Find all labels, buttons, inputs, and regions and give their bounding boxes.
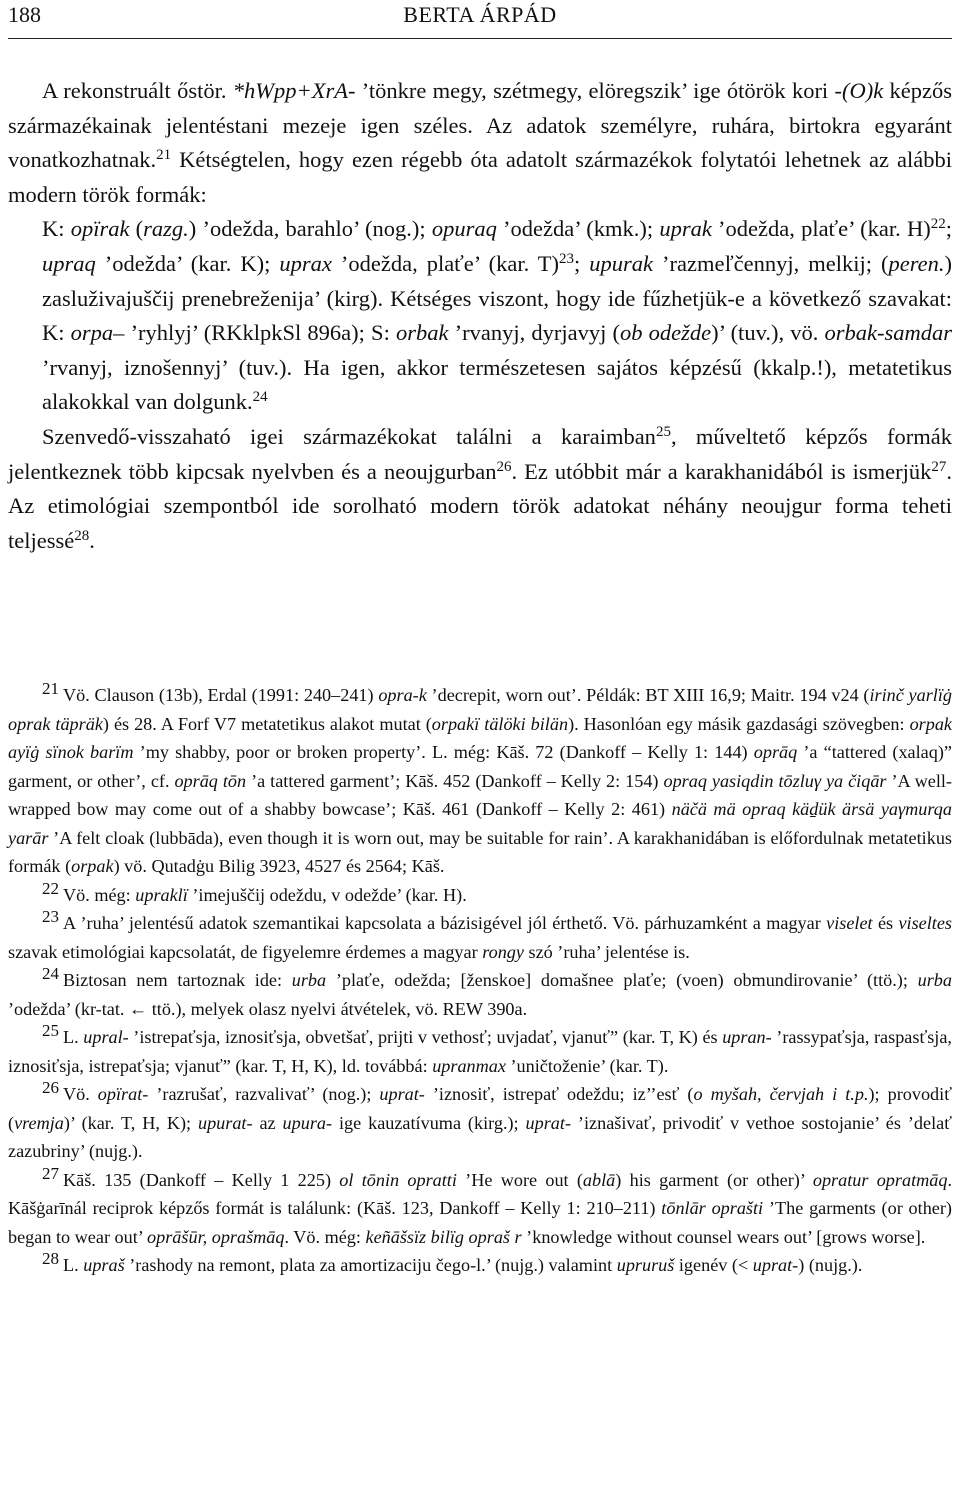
text-run: képzős származékainak jelentéstani mezeje igen széles. Az adatok személyre, ruhára, birtokra egyaránt vonatkozhatnak. — [8, 78, 953, 173]
italic-form: orbak — [395, 320, 449, 346]
footnote-25 — [8, 1023, 952, 1080]
footnote-ref[interactable]: 23 — [559, 250, 575, 267]
text-run: ’odežda’ (kmk.); — [496, 216, 660, 242]
italic-form: -(O)k — [834, 78, 884, 103]
text-run: . Kāšġarīnál reciprok képzős formát is találunk: (Kāš. 123, Dankoff – Kelly 1: 210–211) — [8, 1169, 952, 1218]
text-run: ) vö. Qutadġu Bilig 3923, 4527 és 2564; Kāš. — [113, 856, 445, 876]
text-run: Kāš. 135 (Dankoff – Kelly 1 225) — [63, 1169, 340, 1190]
text-run: és — [872, 913, 899, 933]
italic-form: tōnlār oprašti — [661, 1198, 764, 1218]
italic-form: peren. — [888, 250, 945, 276]
footnote-22 — [8, 878, 952, 910]
text-run: ’plaťe, odežda; [ženskoe] domašnee plaťe; (voen) obmundirovanie’ (ttö.); — [326, 970, 918, 990]
text-run: ’razrušať, razvalivať’ (nog.); — [148, 1084, 380, 1104]
text-run: ’rashody na remont, plata za amortizaciju čego-l.’ (nujg.) valamint — [124, 1255, 617, 1275]
text-run: ’iznašivať, privodiť v vethoe sostojanie’ és ’delať zazubriny’ (nujg.). — [8, 1112, 952, 1161]
text-run: ’iznosiť, istrepať odeždu; iz’’esť ( — [424, 1084, 694, 1104]
text-run: ’a tattered garment’; Kāš. 452 (Dankoff – Kelly 2: 154) — [246, 770, 664, 791]
page-header — [8, 2, 952, 32]
footnote-21 — [8, 681, 952, 881]
footnote-number: 22 — [42, 878, 59, 898]
text-run: ’uničtoženie’ (kar. T). — [505, 1055, 669, 1076]
text-run: L. — [63, 1027, 84, 1047]
italic-form: irinč yarlïġ oprak täpräk — [8, 685, 952, 734]
italic-form: oprāq tōn — [174, 770, 247, 791]
main-text — [8, 74, 952, 558]
text-run: az — [252, 1112, 283, 1133]
italic-form: uprak — [659, 216, 712, 242]
footnote-ref[interactable]: 21 — [156, 147, 172, 164]
italic-form: ablā — [582, 1169, 616, 1190]
italic-form: opuraq — [431, 216, 497, 242]
footnote-ref[interactable]: 24 — [252, 389, 268, 406]
italic-form: ob odežde — [619, 320, 712, 346]
text-run: ’odežda’ (kr-tat. ← ttö.), melyek olasz nyelvi átvételek, vö. REW 390a. — [8, 998, 528, 1019]
footnote-26 — [8, 1080, 952, 1166]
footnote-number: 27 — [42, 1163, 59, 1183]
text-run: ’istrepaťsja, iznosiťsja, obvetšať, prijti v vethosť; uvjadať, vjanuť” (kar. T, K) és — [128, 1027, 723, 1047]
italic-form: opïrat- — [97, 1084, 149, 1104]
italic-form: näčä mä opraq käḏük ärsä yaγmurqa yarār — [8, 799, 952, 848]
text-run: Vö. még: — [63, 884, 136, 905]
footnote-number: 25 — [42, 1021, 59, 1040]
italic-form: uprat- — [525, 1112, 572, 1133]
italic-form: viseltes — [898, 913, 953, 933]
italic-form: razg. — [143, 216, 189, 242]
footnote-ref[interactable]: 26 — [496, 458, 512, 475]
text-run: ) (nujg.). — [798, 1255, 863, 1275]
italic-form: opratur opratmāq — [812, 1169, 948, 1190]
italic-form: upurak — [589, 250, 654, 276]
italic-form: oprāq — [753, 742, 798, 762]
text-run: szó ’ruha’ jelentése is. — [523, 941, 690, 962]
text-run: K: — [42, 216, 71, 242]
text-run: ; — [574, 250, 590, 276]
footnotes — [8, 681, 952, 1280]
italic-form: orpak — [71, 856, 114, 876]
footnote-number: 26 — [42, 1078, 59, 1097]
text-run: ’odežda, plaťe’ (kar. H) — [711, 216, 931, 242]
paragraph-2 — [8, 212, 952, 420]
text-run: ’imejuščij odeždu, v odežde’ (kar. H). — [187, 884, 467, 905]
text-run: . Ez utóbbit már a karakhanidából is ismerjük — [511, 458, 932, 484]
text-run: ) zasluživajuščij prenebreženija’ (kirg). Kétséges viszont, hogy ide fűzhetjük-e a következő szavakat: K: — [42, 250, 952, 346]
text-run: ) ’odežda, barahlo’ (nog.); — [188, 216, 432, 242]
italic-form: rongy — [482, 941, 524, 962]
italic-form: uprat- — [752, 1255, 799, 1275]
header-rule — [8, 38, 952, 39]
italic-form: opra-k — [378, 685, 427, 705]
text-run: ; — [945, 216, 952, 242]
text-run: ) és 28. A Forf V7 metatetikus alakot mutat ( — [102, 713, 432, 734]
italic-form: opïrak — [70, 216, 130, 242]
text-run: . Vö. még: — [284, 1226, 366, 1247]
text-run: ’A felt cloak (lubbāda), even though it is worn out, may be suitable for rain’. A karakhanidában is előfordulnak metatetikus formák ( — [8, 827, 952, 876]
page-number: 188 — [8, 2, 41, 27]
italic-form: orpakï tälöki bilän — [431, 713, 569, 734]
text-run: Szenvedő-visszaható igei származékokat találni a karaimban — [42, 423, 656, 449]
italic-form: upran- — [722, 1027, 772, 1047]
text-run: ige kauzatívuma (kirg.); — [332, 1112, 526, 1133]
italic-form: urba — [291, 970, 327, 990]
paragraph-3 — [8, 420, 952, 558]
text-run: ’He wore out ( — [456, 1169, 583, 1190]
text-run: ’a “tattered (xalaq)” garment, or other’, cf. — [8, 742, 952, 791]
text-run: – ’ryhlyj’ (RKklpkSl 896a); S: — [113, 320, 396, 346]
text-run: szavak etimológiai kapcsolatát, de figyelemre érdemes a magyar — [8, 941, 483, 962]
text-run: )’ (tuv.), vö. — [711, 320, 825, 346]
footnote-number: 21 — [42, 679, 59, 698]
footnote-number: 24 — [42, 964, 59, 983]
italic-form: upruruš — [616, 1255, 675, 1275]
italic-form: opraq yasiqdin tōzluγ ya čiqār — [663, 770, 887, 791]
footnote-ref[interactable]: 27 — [931, 458, 947, 475]
italic-form: orpak ayïġ sïnok barïm — [8, 713, 953, 762]
footnote-23 — [8, 909, 952, 966]
text-run: ). Hasonlóan egy másik gazdasági szövegben: — [568, 713, 910, 734]
italic-form: uprat- — [379, 1084, 425, 1104]
text-run: Vö. — [63, 1084, 98, 1104]
text-run: ’The garments (or other) began to wear out’ — [8, 1198, 952, 1247]
italic-form: oprāšūr, oprašmāq — [147, 1226, 285, 1247]
text-run: L. — [63, 1255, 84, 1275]
italic-form: upraklï — [135, 884, 188, 905]
italic-form: keñāšsïz bilïg opraš r — [365, 1226, 522, 1247]
text-run: A rekonstruált őstör. — [42, 78, 233, 103]
text-run: ’knowledge without counsel wears out’ [grows worse]. — [521, 1226, 926, 1247]
text-run: )’ (kar. T, H, K); — [63, 1112, 198, 1133]
italic-form: upraš — [83, 1255, 125, 1275]
text-run: , műveltető képzős formák jelentkeznek több kipcsak nyelvben és a neoujgurban — [8, 423, 952, 484]
italic-form: upraq — [42, 250, 96, 276]
footnote-ref[interactable]: 25 — [655, 423, 671, 440]
text-run: ’tönkre megy, szétmegy, elöregszik’ ige ótörök kori — [355, 78, 835, 103]
italic-form: vremja — [14, 1112, 64, 1133]
text-run: ’odežda, plaťe’ (kar. T) — [331, 250, 560, 276]
footnote-ref[interactable]: 28 — [74, 527, 90, 544]
text-run: ( — [129, 216, 144, 242]
italic-form: upranmax — [432, 1055, 506, 1076]
footnote-ref[interactable]: 22 — [930, 216, 946, 233]
italic-form: uprax — [279, 250, 332, 276]
footnote-number: 23 — [42, 907, 59, 926]
italic-form: *hWpp+XrA- — [232, 78, 356, 103]
text-run: . Az etimológiai szempontból ide sorolható modern török adatokat néhány neoujgur forma teheti teljessé — [8, 458, 953, 553]
text-run: ) his garment (or other)’ — [615, 1169, 813, 1190]
text-run: ’odežda’ (kar. K); — [95, 250, 280, 276]
text-run: ); provodiť ( — [8, 1084, 952, 1133]
italic-form: urba — [917, 970, 952, 990]
italic-form: upurat- — [197, 1112, 253, 1133]
footnote-number: 28 — [42, 1249, 59, 1268]
italic-form: viselet — [826, 913, 873, 933]
italic-form: o myšah, červjah i t.p. — [693, 1084, 869, 1104]
text-run: . — [89, 527, 95, 553]
text-run: igenév (< — [674, 1255, 753, 1275]
text-run: ’rvanyj, dyrjavyj ( — [448, 320, 620, 346]
paragraph-1 — [8, 74, 952, 212]
text-run: ’razmeľčennyj, melkij; ( — [653, 250, 889, 276]
footnote-24 — [8, 966, 952, 1023]
italic-form: orpa — [70, 320, 114, 346]
text-run: Kétségtelen, hogy ezen régebb óta adatolt származékok folytatói lehetnek az alábbi modern török formák: — [8, 147, 952, 207]
footnote-27 — [8, 1163, 952, 1252]
text-run: Vö. Clauson (13b), Erdal (1991: 240–241) — [63, 685, 379, 705]
text-run: ’rassypaťsja, raspasťsja, iznosiťsja, istrepaťsja; vjanuť” (kar. T, H, K), ld. továbbá: — [8, 1027, 952, 1076]
italic-form: upura- — [282, 1112, 333, 1133]
text-run: A ’ruha’ jelentésű adatok szemantikai kapcsolata a bázisigével jól érthető. Vö. párhuzamként a magyar — [63, 913, 827, 933]
italic-form: upral- — [83, 1027, 129, 1047]
italic-form: ol tōnin opratti — [339, 1169, 457, 1190]
text-run: ’rvanyj, iznošennyj’ (tuv.). Ha igen, akkor természetesen sajátos képzésű (kkalp.!), metatetikus alakokkal van dolgunk. — [42, 354, 952, 415]
italic-form: orbak-samdar — [824, 320, 953, 346]
text-run: ’decrepit, worn out’. Példák: BT XIII 16,9; Maitr. 194 v24 ( — [426, 685, 870, 705]
running-head: BERTA ÁRPÁD — [403, 2, 557, 27]
footnote-28 — [8, 1251, 952, 1280]
text-run: ’my shabby, poor or broken property’. L. még: Kāš. 72 (Dankoff – Kelly 1: 144) — [133, 742, 754, 762]
text-run: Biztosan nem tartoznak ide: — [63, 970, 292, 990]
text-run: ’A well-wrapped bow may come out of a shabby bowcase’; Kāš. 461 (Dankoff – Kelly 2: 461) — [8, 770, 952, 819]
